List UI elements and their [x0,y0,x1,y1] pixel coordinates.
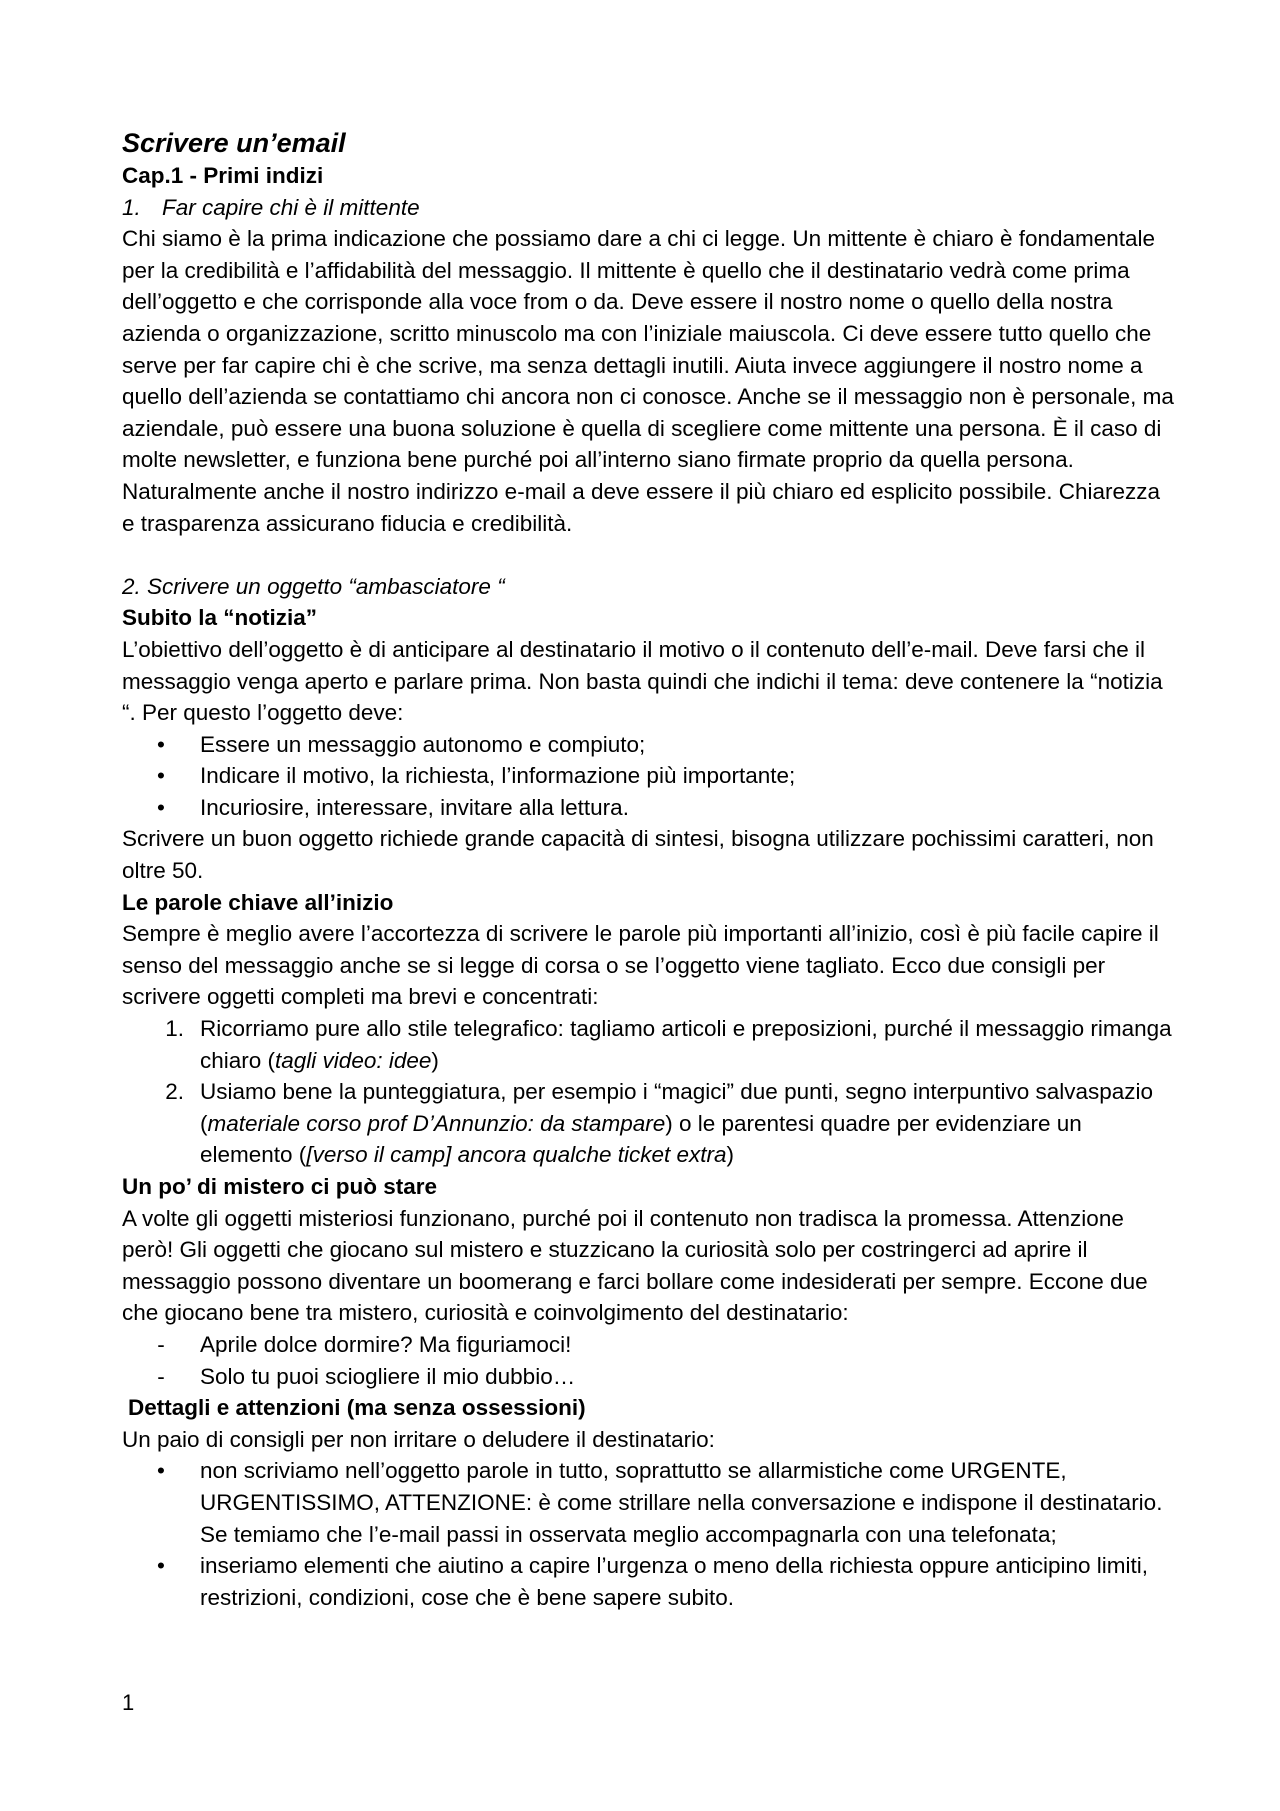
list-item [122,1550,1174,1613]
list-item [122,792,1174,824]
paragraph-sintesi: Scrivere un buon oggetto richiede grande capacità di sintesi, bisogna utilizzare pochissimi caratteri, non oltre 50. [122,826,1154,884]
list-number: 2. [165,1079,184,1105]
section-1-title: Far capire chi è il mittente [162,194,420,220]
bullet-marker: • [157,731,165,757]
list-item-text: Indicare il motivo, la richiesta, l’informazione più importante; [200,763,796,789]
numbered-list-consigli [122,1013,1174,1171]
example-text: materiale corso prof D’Annunzio: da stampare [207,1110,666,1136]
subheading-dettagli: Dettagli e attenzioni (ma senza ossessioni) [128,1395,586,1421]
paragraph-mistero: A volte gli oggetti misteriosi funzionano, purché poi il contenuto non tradisca la promessa. Attenzione però! Gli oggetti che giocano sul mistero e stuzzicano la curiosità solo per costringerci ad aprire il messaggio possono diventare un boomerang e farci bollare come indesiderati per sempre. Eccone due che giocano bene tra mistero, curiosità e coinvolgimento del destinatario: [122,1205,1148,1326]
paragraph-notizia: L’obiettivo dell’oggetto è di anticipare al destinatario il motivo o il contenuto dell’e-mail. Deve farsi che il messaggio venga aperto e parlare prima. Non basta quindi che indichi il tema: deve contenere la “notizia “. Per questo l’oggetto deve: [122,636,1163,726]
bullet-list-oggetto [122,729,1174,824]
list-item [122,729,1174,761]
section-1-paragraph: Chi siamo è la prima indicazione che possiamo dare a chi ci legge. Un mittente è chiaro è fondamentale per la credibilità e l’affidabilità del messaggio. Il mittente è quello che il destinatario vedrà come prima dell’oggetto e che corrisponde alla voce from o da. Deve essere il nostro nome o quello della nostra azienda o organizzazione, scritto minuscolo ma con l’iniziale maiuscola. Ci deve essere tutto quello che serve per far capire chi è che scrive, ma senza dettagli inutili. Aiuta invece aggiungere il nostro nome a quello dell’azienda se contattiamo chi ancora non ci conosce. Anche se il messaggio non è personale, ma aziendale, può essere una buona soluzione è quella di scegliere come mittente una persona. È il caso di molte newsletter, e funziona bene purché poi all’interno siano firmate proprio da quella persona. Naturalmente anche il nostro indirizzo e-mail a deve essere il più chiaro ed esplicito possibile. Chiarezza e trasparenza assicurano fiducia e credibilità. [122,226,1174,536]
subheading-parole-chiave: Le parole chiave all’inizio [122,889,394,915]
list-item-text: inseriamo elementi che aiutino a capire l’urgenza o meno della richiesta oppure anticipino limiti, restrizioni, condizioni, cose che è bene sapere subito. [200,1553,1149,1610]
list-item-text: Solo tu puoi sciogliere il mio dubbio… [200,1363,576,1389]
subheading-mistero: Un po’ di mistero ci può stare [122,1174,438,1199]
dash-marker: - [157,1331,165,1357]
list-item [122,1455,1174,1550]
bullet-marker: • [157,763,165,789]
section-2-title: 2. Scrivere un oggetto “ambasciatore “ [122,573,505,599]
list-item [122,1361,1174,1393]
list-item [122,1013,1174,1076]
list-item-text: Usiamo bene la punteggiatura, per esempio i “magici” due punti, segno interpuntivo salvaspazio (materiale corso prof D’Annunzio: da stampare) o le parentesi quadre per evidenziare un elemento ([verso il camp] ancora qualche ticket extra) [200,1079,1154,1168]
list-item [122,1076,1174,1171]
subheading-notizia: Subito la “notizia” [122,605,317,631]
bullet-marker: • [157,1458,165,1484]
blank-line [122,539,1174,571]
chapter-title: Cap.1 - Primi indizi [122,163,324,188]
list-item-text: Ricorriamo pure allo stile telegrafico: tagliamo articoli e preposizioni, purché il messaggio rimanga chiaro (tagli video: idee) [200,1016,1172,1073]
example-text: [verso il camp] ancora qualche ticket extra [306,1142,727,1168]
section-1-heading [122,192,1174,224]
list-item-text: non scriviamo nell’oggetto parole in tutto, soprattutto se allarmistiche come URGENTE, URGENTISSIMO, ATTENZIONE: è come strillare nella conversazione e indispone il destinatario. Se temiamo che l’e-mail passi in osservata meglio accompagnarla con una telefonata; [200,1458,1163,1547]
document-title: Scrivere un’email [122,128,346,158]
list-item [122,760,1174,792]
list-item-text: Aprile dolce dormire? Ma figuriamoci! [200,1331,572,1357]
list-number: 1. [165,1016,184,1042]
list-item-text: Essere un messaggio autonomo e compiuto; [200,731,646,757]
dash-list-esempi [122,1329,1174,1392]
example-text: tagli video: idee [275,1047,432,1073]
bullet-marker: • [157,1553,165,1579]
page-content [122,126,1174,1613]
list-item [122,1329,1174,1361]
bullet-list-dettagli [122,1455,1174,1613]
section-1-number: 1. [122,194,141,220]
list-item-text: Incuriosire, interessare, invitare alla lettura. [200,794,629,820]
dash-marker: - [157,1363,165,1389]
bullet-marker: • [157,794,165,820]
page-number: 1 [122,1690,135,1715]
paragraph-dettagli: Un paio di consigli per non irritare o deludere il destinatario: [122,1426,715,1452]
paragraph-parole-chiave: Sempre è meglio avere l’accortezza di scrivere le parole più importanti all’inizio, così è più facile capire il senso del messaggio anche se si legge di corsa o se l’oggetto viene tagliato. Ecco due consigli per scrivere oggetti completi ma brevi e concentrati: [122,921,1159,1010]
